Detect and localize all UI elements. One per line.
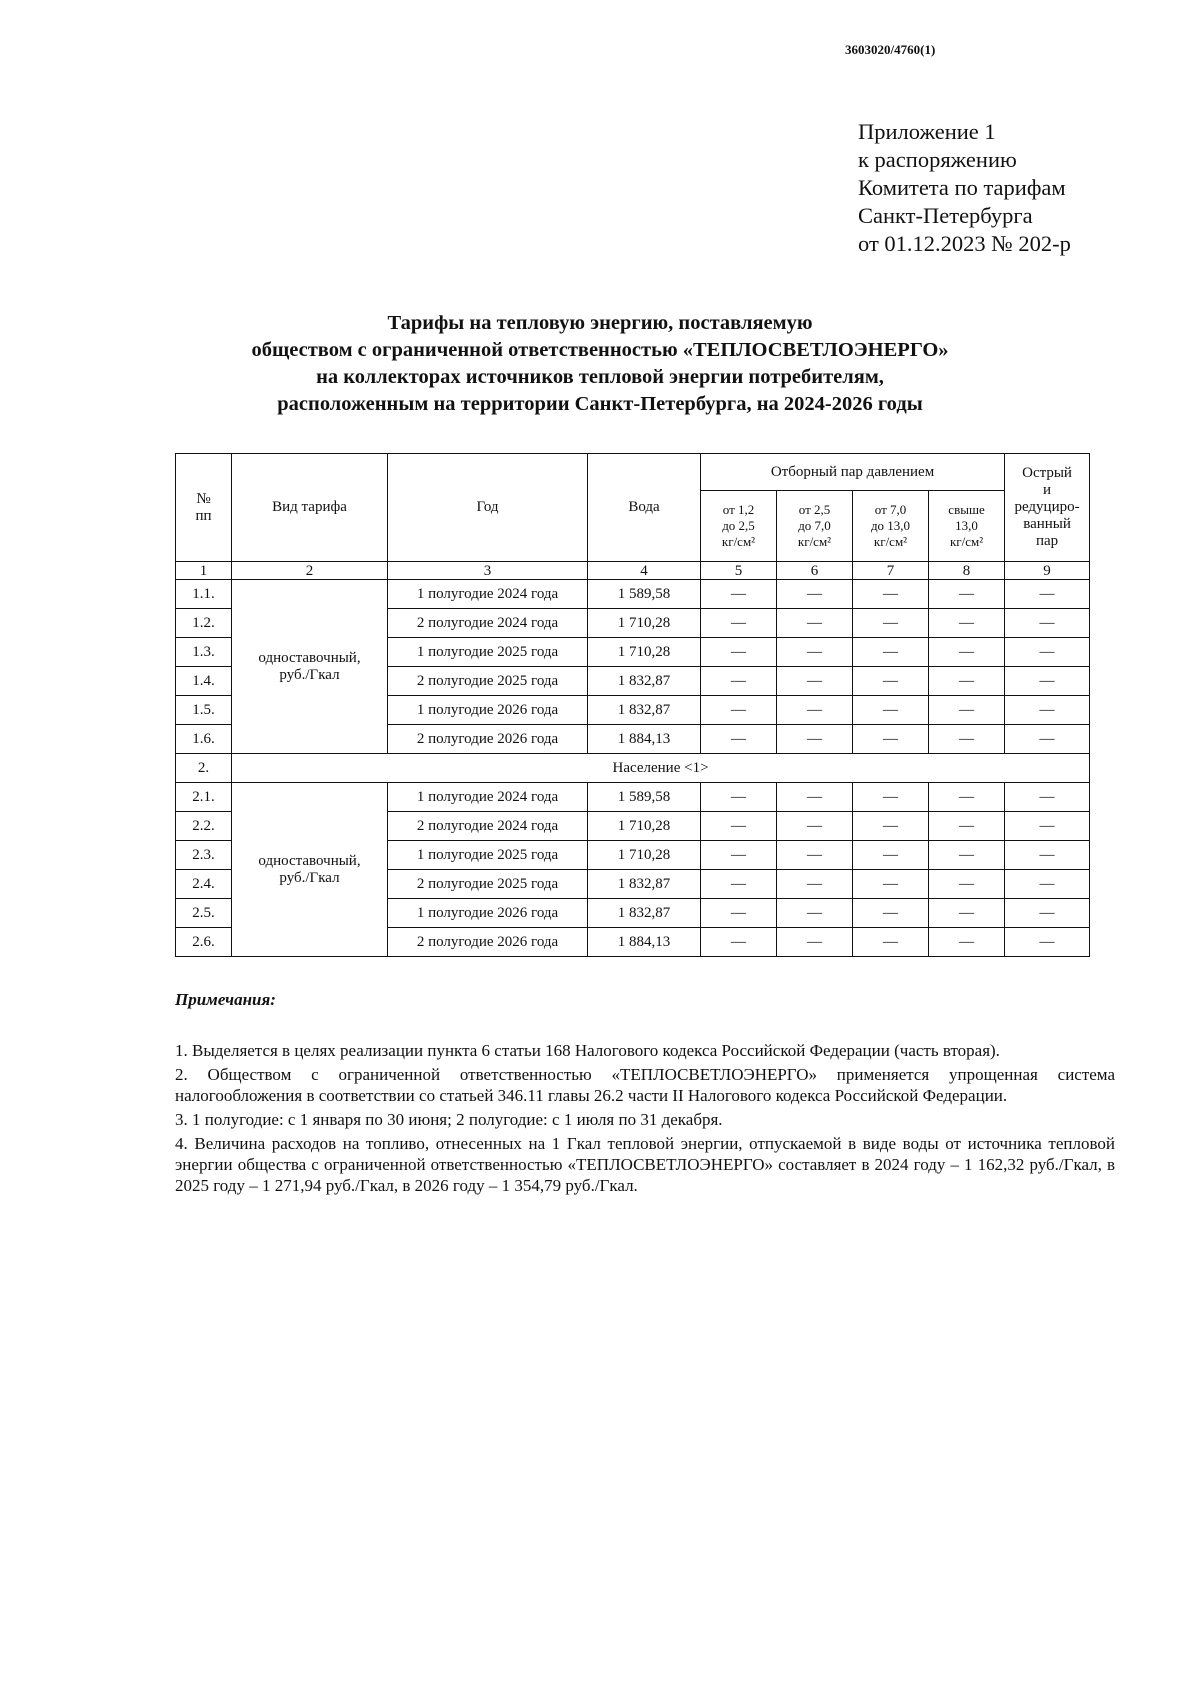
- empty-dash: —: [1005, 899, 1090, 928]
- water-tariff: 1 710,28: [588, 638, 701, 667]
- empty-dash: —: [929, 725, 1005, 754]
- period-cell: 1 полугодие 2024 года: [388, 783, 588, 812]
- document-title: [150, 310, 1050, 418]
- note-item: 3. 1 полугодие: с 1 января по 30 июня; 2 полугодие: с 1 июля по 31 декабря.: [175, 1110, 723, 1129]
- period-cell: 1 полугодие 2026 года: [388, 696, 588, 725]
- empty-dash: —: [929, 609, 1005, 638]
- empty-dash: —: [701, 638, 777, 667]
- header-tariff-type: Вид тарифа: [232, 454, 388, 562]
- table-row: [176, 783, 1090, 812]
- column-number: 5: [701, 562, 777, 580]
- column-number: 9: [1005, 562, 1090, 580]
- row-number: 1.4.: [176, 667, 232, 696]
- column-number: 8: [929, 562, 1005, 580]
- empty-dash: —: [1005, 638, 1090, 667]
- empty-dash: —: [1005, 667, 1090, 696]
- empty-dash: —: [853, 841, 929, 870]
- empty-dash: —: [777, 667, 853, 696]
- period-cell: 2 полугодие 2026 года: [388, 725, 588, 754]
- column-number: 2: [232, 562, 388, 580]
- empty-dash: —: [853, 638, 929, 667]
- note-item: 1. Выделяется в целях реализации пункта 6 статьи 168 Налогового кодекса Российской Федерации (часть вторая).: [175, 1041, 1000, 1060]
- empty-dash: —: [777, 696, 853, 725]
- empty-dash: —: [1005, 783, 1090, 812]
- empty-dash: —: [777, 609, 853, 638]
- period-cell: 1 полугодие 2024 года: [388, 580, 588, 609]
- empty-dash: —: [853, 580, 929, 609]
- empty-dash: —: [853, 783, 929, 812]
- empty-dash: —: [853, 928, 929, 957]
- appendix-line: Комитета по тарифам: [858, 175, 1066, 200]
- header-year: Год: [388, 454, 588, 562]
- empty-dash: —: [929, 928, 1005, 957]
- column-number: 6: [777, 562, 853, 580]
- empty-dash: —: [1005, 609, 1090, 638]
- header-steam-4: свыше 13,0 кг/см²: [929, 491, 1005, 562]
- empty-dash: —: [777, 783, 853, 812]
- water-tariff: 1 589,58: [588, 783, 701, 812]
- empty-dash: —: [777, 928, 853, 957]
- empty-dash: —: [1005, 812, 1090, 841]
- empty-dash: —: [929, 812, 1005, 841]
- empty-dash: —: [1005, 841, 1090, 870]
- period-cell: 2 полугодие 2024 года: [388, 812, 588, 841]
- title-line: Тарифы на тепловую энергию, поставляемую: [387, 312, 813, 334]
- empty-dash: —: [777, 638, 853, 667]
- empty-dash: —: [929, 580, 1005, 609]
- column-number: 7: [853, 562, 929, 580]
- empty-dash: —: [1005, 725, 1090, 754]
- header-steam-1: от 1,2 до 2,5 кг/см²: [701, 491, 777, 562]
- period-cell: 2 полугодие 2025 года: [388, 667, 588, 696]
- empty-dash: —: [929, 638, 1005, 667]
- empty-dash: —: [929, 667, 1005, 696]
- row-number: 2.2.: [176, 812, 232, 841]
- tariff-type-cell: одноставочный, руб./Гкал: [232, 783, 388, 957]
- appendix-line: к распоряжению: [858, 147, 1017, 172]
- empty-dash: —: [853, 609, 929, 638]
- empty-dash: —: [777, 870, 853, 899]
- water-tariff: 1 884,13: [588, 928, 701, 957]
- note-item: 4. Величина расходов на топливо, отнесенных на 1 Гкал тепловой энергии, отпускаемой в виде воды от источника тепловой энергии общества с ограниченной ответственностью «ТЕПЛОСВЕТЛОЭНЕРГО» составляет в 2024 году – 1 162,32 руб./Гкал, в 2025 году – 1 271,94 руб./Гкал, в 2026 году – 1 354,79 руб./Гкал.: [175, 1134, 1115, 1195]
- empty-dash: —: [701, 580, 777, 609]
- appendix-header: [858, 118, 1071, 258]
- empty-dash: —: [701, 870, 777, 899]
- empty-dash: —: [777, 899, 853, 928]
- empty-dash: —: [929, 783, 1005, 812]
- empty-dash: —: [853, 696, 929, 725]
- empty-dash: —: [929, 899, 1005, 928]
- header-num: № пп: [176, 454, 232, 562]
- empty-dash: —: [1005, 928, 1090, 957]
- period-cell: 2 полугодие 2024 года: [388, 609, 588, 638]
- water-tariff: 1 710,28: [588, 812, 701, 841]
- tariff-table: [175, 453, 1090, 957]
- period-cell: 1 полугодие 2025 года: [388, 841, 588, 870]
- note-item: 2. Обществом с ограниченной ответственностью «ТЕПЛОСВЕТЛОЭНЕРГО» применяется упрощенная система налогообложения в соответствии со статьей 346.11 главы 26.2 части II Налогового кодекса Российской Федерации.: [175, 1065, 1115, 1105]
- header-steam-3: от 7,0 до 13,0 кг/см²: [853, 491, 929, 562]
- empty-dash: —: [1005, 696, 1090, 725]
- empty-dash: —: [853, 899, 929, 928]
- header-sharp-steam: Острый и редуциро- ванный пар: [1005, 454, 1090, 562]
- notes-title: Примечания:: [175, 990, 276, 1009]
- empty-dash: —: [853, 725, 929, 754]
- water-tariff: 1 832,87: [588, 696, 701, 725]
- empty-dash: —: [777, 841, 853, 870]
- row-number: 1.1.: [176, 580, 232, 609]
- empty-dash: —: [929, 841, 1005, 870]
- water-tariff: 1 710,28: [588, 609, 701, 638]
- title-line: на коллекторах источников тепловой энергии потребителям,: [316, 366, 884, 388]
- column-number: 1: [176, 562, 232, 580]
- row-number: 1.5.: [176, 696, 232, 725]
- header-steam-2: от 2,5 до 7,0 кг/см²: [777, 491, 853, 562]
- header-steam-group: Отборный пар давлением: [701, 454, 1005, 491]
- empty-dash: —: [777, 812, 853, 841]
- empty-dash: —: [1005, 870, 1090, 899]
- empty-dash: —: [853, 812, 929, 841]
- row-number: 2.: [176, 754, 232, 783]
- empty-dash: —: [701, 609, 777, 638]
- empty-dash: —: [777, 725, 853, 754]
- empty-dash: —: [701, 783, 777, 812]
- header-water: Вода: [588, 454, 701, 562]
- empty-dash: —: [701, 812, 777, 841]
- water-tariff: 1 589,58: [588, 580, 701, 609]
- row-number: 1.3.: [176, 638, 232, 667]
- empty-dash: —: [929, 696, 1005, 725]
- empty-dash: —: [929, 870, 1005, 899]
- empty-dash: —: [853, 870, 929, 899]
- table-row: [176, 580, 1090, 609]
- appendix-line: Санкт-Петербурга: [858, 203, 1033, 228]
- tariff-type-cell: одноставочный, руб./Гкал: [232, 580, 388, 754]
- row-number: 2.1.: [176, 783, 232, 812]
- column-number: 4: [588, 562, 701, 580]
- row-number: 2.6.: [176, 928, 232, 957]
- empty-dash: —: [853, 667, 929, 696]
- row-number: 2.4.: [176, 870, 232, 899]
- title-line: обществом с ограниченной ответственностью «ТЕПЛОСВЕТЛОЭНЕРГО»: [251, 339, 949, 361]
- section-row: [176, 754, 1090, 783]
- row-number: 2.3.: [176, 841, 232, 870]
- title-line: расположенным на территории Санкт-Петербурга, на 2024-2026 годы: [277, 393, 923, 415]
- column-number-row: [176, 562, 1090, 580]
- period-cell: 2 полугодие 2026 года: [388, 928, 588, 957]
- water-tariff: 1 832,87: [588, 899, 701, 928]
- water-tariff: 1 710,28: [588, 841, 701, 870]
- section-label: Население <1>: [232, 754, 1090, 783]
- period-cell: 1 полугодие 2025 года: [388, 638, 588, 667]
- period-cell: 1 полугодие 2026 года: [388, 899, 588, 928]
- empty-dash: —: [701, 899, 777, 928]
- row-number: 1.2.: [176, 609, 232, 638]
- appendix-line: Приложение 1: [858, 119, 996, 144]
- row-number: 2.5.: [176, 899, 232, 928]
- water-tariff: 1 832,87: [588, 870, 701, 899]
- column-number: 3: [388, 562, 588, 580]
- appendix-line: от 01.12.2023 № 202-р: [858, 231, 1071, 256]
- notes-list: [175, 1040, 1115, 1199]
- empty-dash: —: [701, 696, 777, 725]
- water-tariff: 1 832,87: [588, 667, 701, 696]
- empty-dash: —: [701, 841, 777, 870]
- empty-dash: —: [701, 725, 777, 754]
- period-cell: 2 полугодие 2025 года: [388, 870, 588, 899]
- water-tariff: 1 884,13: [588, 725, 701, 754]
- document-id: 3603020/4760(1): [845, 42, 936, 57]
- empty-dash: —: [701, 667, 777, 696]
- empty-dash: —: [701, 928, 777, 957]
- row-number: 1.6.: [176, 725, 232, 754]
- empty-dash: —: [1005, 580, 1090, 609]
- header-row: [176, 454, 1090, 491]
- empty-dash: —: [777, 580, 853, 609]
